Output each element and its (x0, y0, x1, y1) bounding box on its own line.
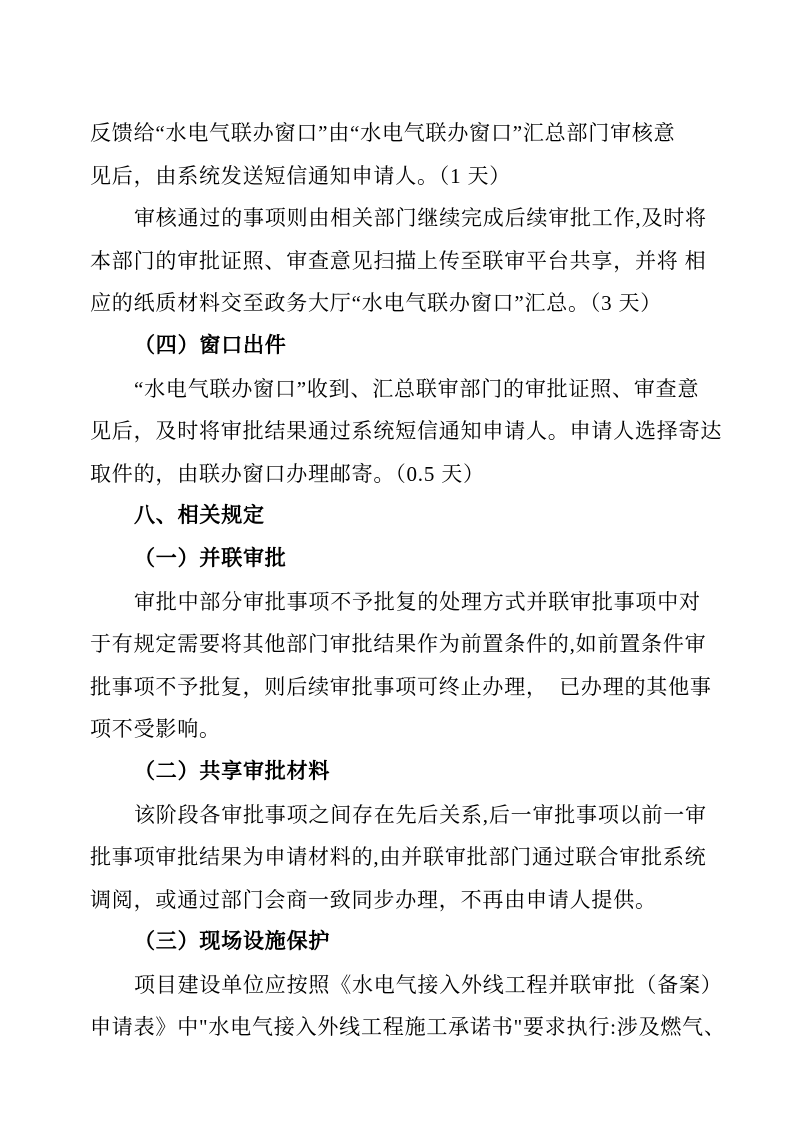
body-line: 申请表》中"水电气接入外线工程施工承诺书"要求执行:涉及燃气、 (90, 1015, 726, 1040)
body-line: 本部门的审批证照、审查意见扫描上传至联审平台共享，并将 相 (90, 248, 707, 273)
body-line: 审核通过的事项则由相关部门继续完成后续审批工作,及时将 (134, 206, 707, 231)
body-line: 反馈给“水电气联办窗口”由“水电气联办窗口”汇总部门审核意 (90, 121, 676, 145)
body-line: 于有规定需要将其他部门审批结果作为前置条件的,如前置条件审 (90, 632, 707, 657)
heading-shared-approval-materials: （二）共享审批材料 (134, 759, 331, 783)
body-line: 见后，及时将审批结果通过系统短信通知申请人。申请人选择寄达 (90, 419, 723, 444)
heading-site-facility-protection: （三）现场设施保护 (134, 930, 331, 954)
body-line: 取件的，由联办窗口办理邮寄。（0.5 天） (90, 461, 485, 486)
body-line: 批事项审批结果为申请材料的,由并联审批部门通过联合审批系统 (90, 845, 707, 870)
body-line: 见后，由系统发送短信通知申请人。（1 天） (90, 163, 512, 188)
body-line: 项目建设单位应按照《水电气接入外线工程并联审批（备案） (134, 972, 723, 997)
body-line: 审批中部分审批事项不予批复的处理方式并联审批事项中对 (134, 589, 701, 614)
heading-window-output: （四）窗口出件 (134, 333, 287, 357)
heading-parallel-approval: （一）并联审批 (134, 546, 287, 570)
body-line: 调阅，或通过部门会商一致同步办理，不再由申请人提供。 (90, 887, 657, 912)
heading-related-provisions: 八、相关规定 (134, 504, 265, 528)
body-line: 批事项不予批复，则后续审批事项可终止办理， 已办理的其他事 (90, 674, 712, 699)
body-line: 该阶段各审批事项之间存在先后关系,后一审批事项以前一审 (134, 802, 707, 827)
body-line: 应的纸质材料交至政务大厅“水电气联办窗口”汇总。（3 天） (90, 291, 663, 316)
body-line: “水电气联办窗口”收到、汇总联审部门的审批证照、审查意 (134, 376, 700, 401)
body-line: 项不受影响。 (90, 717, 221, 742)
